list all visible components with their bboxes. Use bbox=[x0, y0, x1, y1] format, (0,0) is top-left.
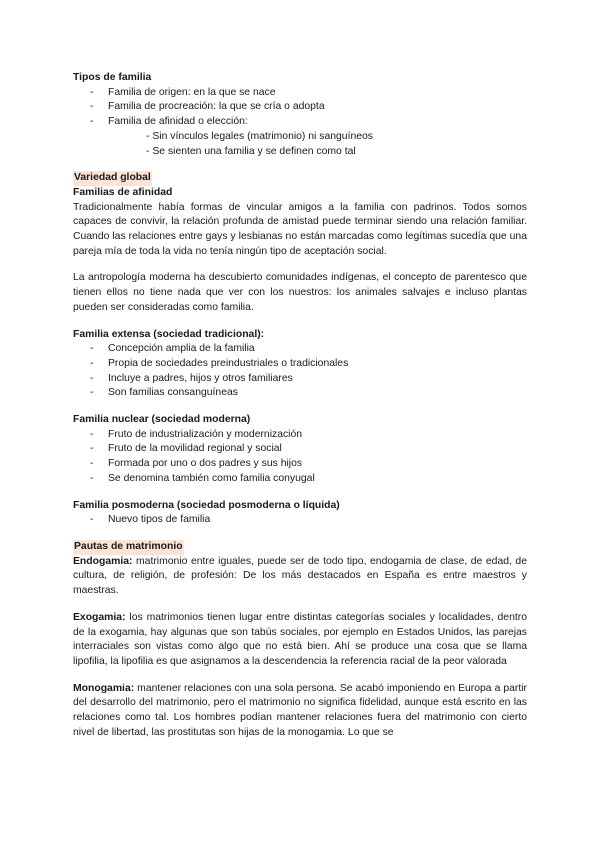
posmoderna-list bbox=[73, 513, 527, 528]
variedad-heading: Variedad global bbox=[73, 171, 152, 186]
list-item: - Nuevo tipos de familia bbox=[73, 513, 527, 528]
list-item: - Formada por uno o dos padres y sus hijos bbox=[73, 457, 527, 472]
monogamia-term: Monogamia: bbox=[73, 682, 135, 694]
list-item: - Familia de origen: en la que se nace bbox=[73, 86, 527, 101]
endogamia-paragraph bbox=[73, 555, 527, 599]
tipos-list bbox=[73, 86, 527, 130]
list-item: - Concepción amplia de la familia bbox=[73, 342, 527, 357]
list-item: - Incluye a padres, hijos y otros familiares bbox=[73, 372, 527, 387]
nuclear-list bbox=[73, 428, 527, 487]
sub-list-item: - Sin vínculos legales (matrimonio) ni sanguíneos bbox=[73, 130, 527, 145]
posmoderna-heading: Familia posmoderna (sociedad posmoderna o líquida) bbox=[73, 499, 340, 511]
document-content bbox=[73, 71, 527, 740]
endogamia-term: Endogamia: bbox=[73, 555, 133, 567]
monogamia-paragraph bbox=[73, 682, 527, 741]
list-item: - Fruto de la movilidad regional y social bbox=[73, 442, 527, 457]
afinidad-heading: Familias de afinidad bbox=[73, 186, 173, 198]
exogamia-paragraph bbox=[73, 611, 527, 670]
afinidad-paragraph: Tradicionalmente había formas de vincular amigos a la familia con padrinos. Todos somos capaces de convivir, la relación profunda de amistad puede terminar siendo una relación familiar. Cuando las relaciones entre gays y lesbianas no están marcadas como legítimas sucedía que una pareja mía de toda la vida no tenía ningún tipo de aceptación social. bbox=[73, 201, 527, 257]
extensa-heading: Familia extensa (sociedad tradicional): bbox=[73, 328, 265, 340]
endogamia-text: matrimonio entre iguales, puede ser de todo tipo, endogamia de clase, de edad, de cultura, de religión, de profesión: De los más destacados en España es entre maestros y maestras. bbox=[73, 555, 527, 597]
list-item: - Fruto de industrialización y modernización bbox=[73, 428, 527, 443]
list-item: - Propia de sociedades preindustriales o tradicionales bbox=[73, 357, 527, 372]
list-item: - Familia de procreación: la que se cría o adopta bbox=[73, 100, 527, 115]
tipos-heading: Tipos de familia bbox=[73, 72, 152, 83]
sub-list-item: - Se sienten una familia y se definen como tal bbox=[73, 145, 527, 160]
extensa-list bbox=[73, 342, 527, 401]
antropologia-paragraph: La antropología moderna ha descubierto comunidades indígenas, el concepto de parentesco que tienen ellos no tiene nada que ver con los nuestros: los animales salvajes e incluso plantas pueden ser consideradas como familia. bbox=[73, 272, 527, 313]
list-item: - Son familias consanguíneas bbox=[73, 386, 527, 401]
monogamia-text: mantener relaciones con una sola persona. Se acabó imponiendo en Europa a partir del desarrollo del matrimonio, pero el matrimonio no significa fidelidad, aunque está escrito en las relaciones como tal. Los hombres podían mantener relaciones fuera del matrimonio con cierto nivel de libertad, las prostitutas son hijas de la monogamia. Lo que se bbox=[73, 682, 527, 738]
list-item: - Se denomina también como familia conyugal bbox=[73, 472, 527, 487]
afinidad-sublist bbox=[73, 130, 527, 159]
exogamia-text: los matrimonios tienen lugar entre distintas categorías sociales y localidades, dentro de la exogamia, hay algunas que son tabús sociales, por ejemplo en Estados Unidos, las parejas interraciales son vistas como algo que no está bien. Ahí se produce una cosa que se llama lipofilia, la lipofilia es que asignamos a la descendencia la referencia racial de la peor valorada bbox=[73, 611, 527, 667]
nuclear-heading: Familia nuclear (sociedad moderna) bbox=[73, 414, 251, 426]
list-item: - Familia de afinidad o elección: bbox=[73, 115, 527, 130]
exogamia-term: Exogamia: bbox=[73, 611, 126, 623]
pautas-heading: Pautas de matrimonio bbox=[73, 540, 184, 555]
